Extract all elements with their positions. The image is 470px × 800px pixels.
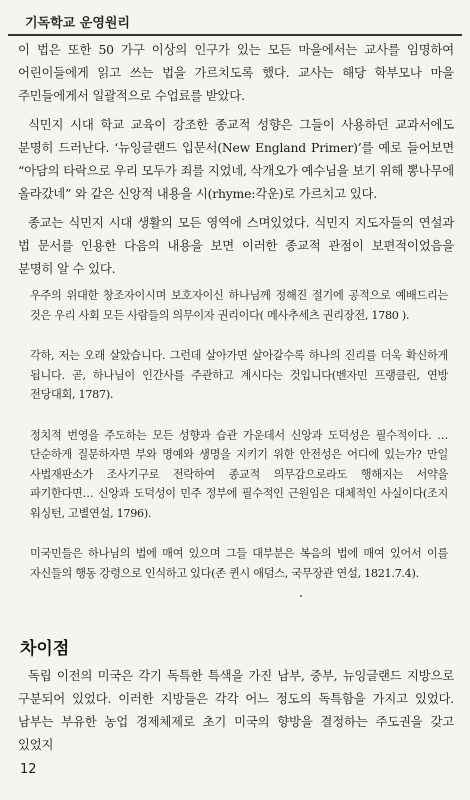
paragraph: 식민지 시대 학교 교육이 강조한 종교적 성향은 그들이 사용하던 교과서에도 분명히 드러난다. ‘뉴잉글랜드 입문서(New England Primer)’를 예로 들어보면 “아담의 타락으로 우리 모두가 죄를 지었네, 삭개오가 예수님을 보기 위해 뽕나무에 올라갔네” 와 같은 신앙적 내용을 시(rhyme:각운)로 가르치고 있다. xyxy=(18,117,454,201)
section-heading: 차이점 xyxy=(20,639,70,659)
quote-block: 각하, 저는 오래 살았습니다. 그런데 살아가면 살아갈수록 하나의 진리를 더욱 확신하게 됩니다. 곧, 하나님이 인간사를 주관하고 계시다는 것입니다(벤자민 프랭클린, 연방 전당대회, 1787). xyxy=(30,349,448,401)
paragraph: 독립 이전의 미국은 각기 독특한 특색을 가진 남부, 중부, 뉴잉글랜드 지방으로 구분되어 있었다. 이러한 지방들은 각각 어느 정도의 독특함을 가지고 있었다. 남부는 부유한 농업 경제체제로 초기 미국의 향방을 결정하는 주도권을 갖고 있었지 xyxy=(18,668,454,752)
paragraph: 종교는 식민지 시대 생활의 모든 영역에 스며있었다. 식민지 지도자들의 연설과 법 문서를 인용한 다음의 내용을 보면 이러한 종교적 관점이 보편적이었음을 분명히 알 수 있다. xyxy=(18,215,454,276)
quote-block: 우주의 위대한 창조자이시며 보호자이신 하나님께 정해진 절기에 공적으로 예배드리는 것은 우리 사회 모든 사람들의 의무이자 권리이다( 메사추세츠 권리장전, 1780 ). xyxy=(30,289,448,322)
main-content xyxy=(18,38,454,604)
quote-block: 정치적 번영을 주도하는 모든 성향과 습관 가운데서 신앙과 도덕성은 필수적이다. … 단순하게 질문하자면 부와 명예와 생명을 지키기 위한 안전성은 어디에 있는가? 만일 사법재판소가 조사기구로 전락하여 종교적 의무감으로라도 행해지는 서약을 파기한다면… 신앙과 도덕성이 민주 정부에 필수적인 근원임은 대체적인 사실이다(조지 워싱턴, 고별연설, 1796). xyxy=(30,428,448,520)
quote-block: 미국민들은 하나님의 법에 매여 있으며 그들 대부분은 복음의 법에 매여 있어서 이를 자신들의 행동 강령으로 인식하고 있다(존 퀸시 애덤스, 국무장관 연설, 1821.7.4). xyxy=(30,547,448,580)
stray-mark xyxy=(300,595,302,597)
page-number: 12 xyxy=(20,762,37,777)
header-title: 기독학교 운영원리 xyxy=(25,16,130,31)
quote-list xyxy=(30,286,448,583)
section-body xyxy=(18,664,454,762)
paragraph: 이 법은 또한 50 가구 이상의 인구가 있는 모든 마을에서는 교사를 임명하여 어린이들에게 읽고 쓰는 법을 가르치도록 했다. 교사는 해당 학부모나 마을 주민들에게서 일괄적으로 수업료를 받았다. xyxy=(18,42,454,103)
running-header xyxy=(8,6,462,36)
